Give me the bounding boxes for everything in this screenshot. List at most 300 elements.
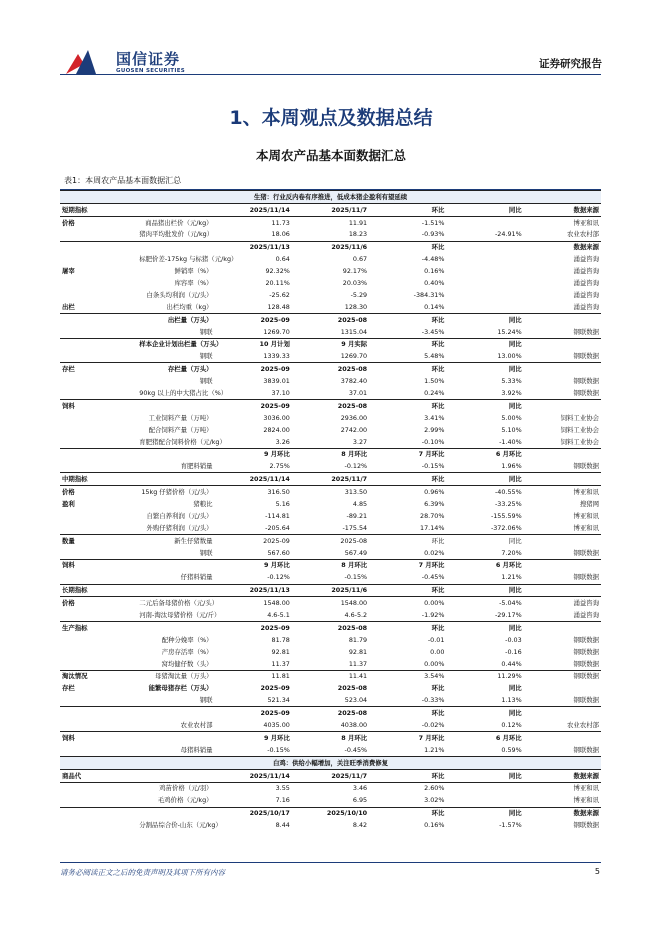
table-cell: 博亚和讯: [524, 522, 601, 534]
table-cell: 2025-09: [260, 709, 290, 718]
table-row: [60, 229, 601, 241]
table-cell: -114.81: [265, 511, 290, 520]
table-cell: [60, 277, 137, 289]
table-row: [60, 498, 601, 510]
table-caption: 表1：本周农产品基本面数据汇总: [64, 176, 182, 185]
table-cell: [60, 609, 137, 621]
table-row: [60, 216, 601, 228]
table-cell: 2025/11/7: [292, 203, 369, 216]
table-cell: [60, 634, 137, 646]
guosen-logo-icon: [64, 46, 98, 76]
table-cell: [60, 547, 137, 559]
table-cell: 5.10%: [501, 425, 522, 434]
table-cell: [60, 744, 137, 756]
table-cell: 数据来源: [573, 243, 599, 252]
table-cell: [524, 584, 601, 597]
table-cell: 4.6-5.2: [292, 609, 369, 621]
table-row: [60, 719, 601, 731]
table-cell: -372.06%: [446, 522, 523, 534]
table-cell: [60, 695, 137, 707]
table-cell: 配种分娩率（%）: [161, 635, 213, 644]
table-cell: 523.04: [292, 695, 369, 707]
table-cell: 2025/11/13: [249, 243, 290, 252]
table-cell: 钢联数据: [573, 821, 599, 830]
table-cell: 128.48: [215, 301, 292, 313]
table-cell: 15.24%: [446, 326, 523, 338]
table-cell: 钢联: [137, 695, 214, 707]
table-cell: 0.67: [352, 255, 368, 264]
table-cell: -0.03: [505, 635, 522, 644]
table-cell: 2025/10/17: [249, 809, 290, 818]
table-cell: 5.48%: [369, 351, 446, 363]
table-cell: 3.26: [215, 436, 292, 448]
table-cell: 涌益咨询: [573, 599, 599, 608]
table-cell: 11.37: [292, 658, 369, 670]
table-cell: 92.81: [271, 647, 290, 656]
table-cell: [524, 707, 601, 719]
table-cell: 13.00%: [446, 351, 523, 363]
table-cell: 同比: [508, 401, 522, 410]
table-cell: 128.30: [292, 301, 369, 313]
table-row: [60, 253, 601, 265]
table-cell: [60, 253, 137, 265]
table-row: [60, 658, 601, 670]
table-cell: 90kg 以上的中大猪占比（%）: [137, 387, 214, 399]
table-cell: 0.00%: [424, 599, 445, 608]
table-row: [60, 351, 601, 363]
table-cell: 存栏量（万头）: [167, 365, 213, 374]
table-cell: 1.21%: [446, 572, 523, 584]
table-cell: [446, 265, 523, 277]
table-cell: 钢联数据: [573, 745, 599, 754]
table-cell: 0.12%: [446, 719, 523, 731]
table-cell: [60, 229, 137, 241]
table-cell: 567.60: [215, 547, 292, 559]
table-cell: 标肥价差-175kg 与标猪（元/kg）: [139, 255, 238, 264]
table-cell: 钢联数据: [524, 351, 601, 363]
table-cell: 涌益咨询: [524, 301, 601, 313]
table-cell: 新生仔猪数量: [174, 536, 213, 545]
table-cell: [446, 301, 523, 313]
table-cell: 2025-09: [260, 365, 290, 374]
table-cell: 价格: [62, 218, 75, 227]
table-cell: 3.55: [275, 784, 290, 793]
table-cell: 同比: [508, 623, 522, 632]
table-cell: 0.40%: [424, 278, 445, 287]
table-cell: -0.45%: [344, 745, 368, 754]
table-cell: -89.21: [346, 511, 368, 520]
table-cell: [524, 683, 601, 695]
disclaimer-text: 请务必阅读正文之后的免责声明及其项下所有内容: [60, 868, 225, 877]
table-row: [60, 819, 601, 831]
table-cell: [137, 241, 214, 253]
table-cell: 猪肉平均批发价（元/kg）: [137, 229, 214, 241]
table-cell: -0.15%: [369, 461, 446, 473]
table-cell: 淘汰情况: [62, 672, 88, 681]
table-cell: [60, 351, 137, 363]
table-cell: 1315.04: [292, 326, 369, 338]
table-cell: 9 月环比: [264, 561, 290, 570]
table-cell: 同比: [508, 684, 522, 693]
table-cell: 3.54%: [424, 672, 445, 681]
table-cell: 0.00%: [369, 658, 446, 670]
table-cell: 1.96%: [446, 461, 523, 473]
table-cell: 1269.70: [292, 351, 369, 363]
section-header-cell: 生猪：行业反内卷有序推进，低成本猪企盈利有望延续: [60, 191, 601, 204]
table-cell: 商品猪出栏价（元/kg）: [145, 218, 213, 227]
table-cell: 环比: [431, 684, 445, 693]
table-cell: 存栏: [62, 684, 75, 693]
table-cell: 11.81: [271, 672, 290, 681]
table-cell: 河南-淘汰母猪价格（元/斤）: [137, 609, 214, 621]
table-cell: 博亚和讯: [573, 218, 599, 227]
table-cell: 出栏: [60, 301, 137, 313]
table-cell: 外购仔猪利润（元/头）: [137, 522, 214, 534]
table-cell: 11.41: [348, 672, 368, 681]
table-cell: 0.14%: [369, 301, 446, 313]
table-cell: [60, 338, 137, 350]
table-cell: [60, 461, 137, 473]
table-row: [60, 559, 601, 571]
table-cell: -1.57%: [499, 821, 522, 830]
table-cell: 博亚和讯: [573, 488, 599, 497]
table-cell: 中期指标: [60, 473, 137, 486]
table-cell: 数量: [62, 536, 75, 545]
table-cell: 1269.70: [215, 326, 292, 338]
table-cell: 7 月环比: [418, 561, 445, 570]
table-cell: 2025-08: [337, 315, 368, 324]
table-cell: -40.55%: [495, 488, 522, 497]
table-cell: 0.96%: [424, 488, 445, 497]
table-cell: 钢联数据: [524, 695, 601, 707]
table-row: [60, 203, 601, 216]
table-cell: [137, 707, 214, 719]
table-cell: [60, 572, 137, 584]
table-cell: 7.16: [215, 795, 292, 807]
table-cell: -25.62: [269, 290, 290, 299]
table-cell: 2025-08: [340, 536, 368, 545]
table-cell: [524, 473, 601, 486]
table-cell: [60, 795, 137, 807]
table-cell: [524, 313, 601, 325]
table-cell: 鸡苗价格（元/羽）: [159, 784, 213, 793]
table-cell: 3782.40: [340, 377, 368, 386]
table-cell: 饲料: [62, 733, 75, 742]
table-cell: -0.33%: [369, 695, 446, 707]
table-cell: 屠宰: [62, 267, 75, 276]
table-cell: -0.12%: [292, 461, 369, 473]
table-row: [60, 744, 601, 756]
table-cell: 育肥猪配合饲料价格（元/kg）: [137, 436, 214, 448]
table-cell: [446, 795, 523, 807]
table-cell: 8 月环比: [341, 450, 368, 459]
table-cell: [60, 510, 137, 522]
table-cell: 同比: [508, 809, 522, 818]
table-row: [60, 807, 601, 819]
table-cell: 2025-09: [260, 315, 290, 324]
table-cell: 2025-08: [337, 623, 368, 632]
table-cell: -5.04%: [499, 599, 522, 608]
table-cell: [524, 534, 601, 546]
table-cell: 7 月环比: [418, 450, 445, 459]
table-cell: 521.34: [215, 695, 292, 707]
table-cell: 11.73: [271, 218, 290, 227]
table-cell: 钢联数据: [573, 672, 599, 681]
table-cell: 农业农村部: [137, 719, 214, 731]
table-cell: -205.64: [215, 522, 292, 534]
table-cell: 涌益咨询: [573, 278, 599, 287]
table-cell: 4035.00: [215, 719, 292, 731]
table-cell: 环比: [431, 536, 445, 545]
table-cell: -24.91%: [446, 229, 523, 241]
table-cell: 5.00%: [501, 413, 522, 422]
table-cell: 生产指标: [62, 623, 88, 632]
table-cell: 10 月计划: [259, 340, 290, 349]
table-cell: 2025/11/14: [215, 203, 292, 216]
logo-text-cn: 国信证券: [116, 50, 181, 68]
table-row: [60, 634, 601, 646]
table-cell: 长期指标: [60, 584, 137, 597]
table-cell: 3839.01: [263, 377, 290, 386]
table-cell: 同比: [446, 769, 523, 782]
table-cell: 分割品综合价-山东（元/kg）: [139, 821, 222, 830]
table-cell: 环比: [431, 709, 445, 718]
table-cell: 20.11%: [265, 278, 290, 287]
table-cell: 8.42: [352, 821, 368, 830]
table-cell: 2025/11/7: [292, 473, 369, 486]
table-cell: -0.45%: [369, 572, 446, 584]
table-cell: 8 月环比: [341, 733, 368, 742]
table-row: [60, 473, 601, 486]
table-cell: 313.50: [344, 488, 368, 497]
logo-text-en: GUOSEN SECURITIES: [116, 68, 186, 74]
table-cell: 钢联数据: [524, 547, 601, 559]
table-cell: [60, 658, 137, 670]
table-row: [60, 597, 601, 609]
table-cell: 博亚和讯: [573, 784, 599, 793]
table-cell: 0.16%: [424, 267, 445, 276]
table-cell: 博亚和讯: [573, 511, 599, 520]
table-cell: 环比: [431, 401, 445, 410]
footer-divider: [60, 862, 601, 863]
table-cell: 0.59%: [501, 745, 522, 754]
table-cell: [60, 326, 137, 338]
table-cell: [60, 387, 137, 399]
table-cell: 2025/11/14: [215, 473, 292, 486]
table-cell: 博亚和讯: [524, 795, 601, 807]
table-cell: 4038.00: [292, 719, 369, 731]
table-row: [60, 375, 601, 387]
table-cell: 母猪料销量: [180, 745, 213, 754]
table-cell: 同比: [508, 315, 522, 324]
table-cell: [137, 584, 214, 597]
table-cell: 钢联数据: [524, 326, 601, 338]
table-cell: 3.41%: [424, 413, 445, 422]
table-cell: 环比: [369, 584, 446, 597]
table-cell: -0.93%: [369, 229, 446, 241]
table-cell: [446, 241, 523, 253]
table-cell: 1.13%: [446, 695, 523, 707]
table-cell: 1.50%: [424, 377, 445, 386]
table-cell: 涌益咨询: [573, 267, 599, 276]
table-cell: 2025/10/10: [326, 809, 368, 818]
table-cell: 2025-09: [260, 684, 290, 693]
table-row: [60, 547, 601, 559]
table-row: [60, 387, 601, 399]
table-cell: 存栏: [62, 365, 75, 374]
table-cell: [524, 559, 601, 571]
table-row: [60, 301, 601, 313]
table-cell: 8 月环比: [341, 561, 368, 570]
table-row: [60, 338, 601, 350]
table-cell: 6 月环比: [495, 561, 522, 570]
table-cell: -0.12%: [215, 572, 292, 584]
table-cell: [60, 289, 137, 301]
table-cell: 3.27: [292, 436, 369, 448]
table-cell: 2025/11/6: [292, 584, 369, 597]
table-row: [60, 795, 601, 807]
table-cell: 37.10: [215, 387, 292, 399]
table-cell: 1339.33: [215, 351, 292, 363]
table-row: [60, 646, 601, 658]
table-cell: 涌益咨询: [573, 290, 599, 299]
table-cell: 3.02%: [369, 795, 446, 807]
table-cell: 2025/11/7: [292, 769, 369, 782]
table-cell: -384.31%: [413, 290, 445, 299]
table-cell: 农业农村部: [524, 719, 601, 731]
section-header-row: [60, 191, 601, 204]
table-cell: 4.85: [352, 500, 368, 508]
table-cell: 17.14%: [369, 522, 446, 534]
table-cell: 产房存活率（%）: [161, 647, 213, 656]
table-cell: 11.91: [348, 218, 368, 227]
table-cell: 钢联数据: [524, 387, 601, 399]
table-cell: 9 月环比: [264, 450, 290, 459]
table-row: [60, 486, 601, 498]
table-cell: 鲜销率（%）: [174, 267, 213, 276]
table-cell: 0.02%: [369, 547, 446, 559]
table-cell: 环比: [369, 473, 446, 486]
table-cell: [60, 522, 137, 534]
table-cell: 92.32%: [265, 267, 290, 276]
table-cell: [60, 424, 137, 436]
table-cell: 同比: [508, 536, 522, 545]
table-cell: 8.44: [275, 821, 290, 830]
table-cell: 商品代: [60, 769, 137, 782]
table-cell: 仔猪料销量: [137, 572, 214, 584]
table-row: [60, 326, 601, 338]
table-cell: 钢联数据: [573, 635, 599, 644]
table-cell: 环比: [369, 203, 446, 216]
table-cell: 2936.00: [340, 413, 368, 422]
table-cell: [60, 448, 137, 460]
table-cell: 92.81: [348, 647, 368, 656]
table-cell: [60, 807, 137, 819]
table-cell: 饲料工业协会: [560, 413, 599, 422]
table-cell: 6 月环比: [495, 733, 522, 742]
table-cell: 价格: [62, 599, 75, 608]
table-cell: 盈利: [62, 500, 75, 508]
table-cell: 数据来源: [524, 203, 601, 216]
table-cell: 饲料工业协会: [524, 436, 601, 448]
table-cell: [137, 559, 214, 571]
table-cell: [60, 412, 137, 424]
table-cell: [137, 732, 214, 744]
table-cell: 涌益咨询: [524, 609, 601, 621]
table-cell: 钢联: [137, 547, 214, 559]
table-cell: 18.23: [292, 229, 369, 241]
table-cell: 0.24%: [369, 387, 446, 399]
table-cell: 环比: [431, 365, 445, 374]
table-cell: 短期指标: [60, 203, 137, 216]
table-cell: 样本企业计划出栏量（万头）: [139, 340, 223, 349]
table-cell: -175.54: [292, 522, 369, 534]
table-cell: 0.44%: [446, 658, 523, 670]
table-cell: [446, 253, 523, 265]
table-cell: 钢联数据: [573, 377, 599, 386]
table-cell: 库容率（%）: [174, 278, 213, 287]
table-cell: 3.92%: [446, 387, 523, 399]
fundamentals-table: [60, 190, 601, 831]
table-cell: [524, 400, 601, 412]
table-cell: 81.78: [271, 635, 290, 644]
table-row: [60, 412, 601, 424]
table-cell: 同比: [508, 709, 522, 718]
table-cell: 环比: [431, 809, 445, 818]
table-cell: 9 月环比: [264, 733, 290, 742]
section-title: 1、本周观点及数据总结: [229, 107, 433, 129]
table-cell: 2025-08: [337, 709, 368, 718]
table-cell: 钢联: [137, 326, 214, 338]
table-cell: 环比: [369, 769, 446, 782]
table-cell: 钢联数据: [524, 658, 601, 670]
table-cell: [60, 436, 137, 448]
table-cell: 1548.00: [263, 599, 290, 608]
section-header-cell: 白鸡：供给小幅增加，关注旺季消费修复: [60, 756, 601, 769]
table-cell: 同比: [446, 473, 523, 486]
table-cell: 饲料工业协会: [560, 425, 599, 434]
table-cell: 7.20%: [446, 547, 523, 559]
table-cell: 1.21%: [424, 745, 445, 754]
table-cell: 2025-08: [337, 401, 368, 410]
table-cell: 环比: [431, 315, 445, 324]
table-cell: 饲料: [62, 561, 75, 570]
table-row: [60, 510, 601, 522]
table-row: [60, 363, 601, 375]
table-cell: 2025-09: [260, 401, 290, 410]
table-cell: [524, 338, 601, 350]
table-cell: 1548.00: [340, 599, 368, 608]
table-cell: 出栏量（万头）: [167, 315, 213, 324]
table-cell: 育肥料销量: [137, 461, 214, 473]
table-cell: [446, 289, 523, 301]
table-cell: 0.64: [275, 255, 290, 264]
table-cell: -0.02%: [369, 719, 446, 731]
table-cell: 环比: [431, 623, 445, 632]
table-cell: 白条头均利润（元/头）: [146, 290, 213, 299]
table-cell: [524, 732, 601, 744]
table-cell: [446, 782, 523, 794]
page-header: [0, 0, 662, 80]
table-cell: 钢联数据: [573, 647, 599, 656]
table-cell: -4.48%: [421, 255, 445, 264]
table-cell: 0.16%: [424, 821, 445, 830]
table-cell: 567.49: [292, 547, 369, 559]
table-cell: 配合饲料产量（万吨）: [148, 425, 213, 434]
table-row: [60, 448, 601, 460]
table-cell: 数据来源: [573, 809, 599, 818]
table-row: [60, 265, 601, 277]
